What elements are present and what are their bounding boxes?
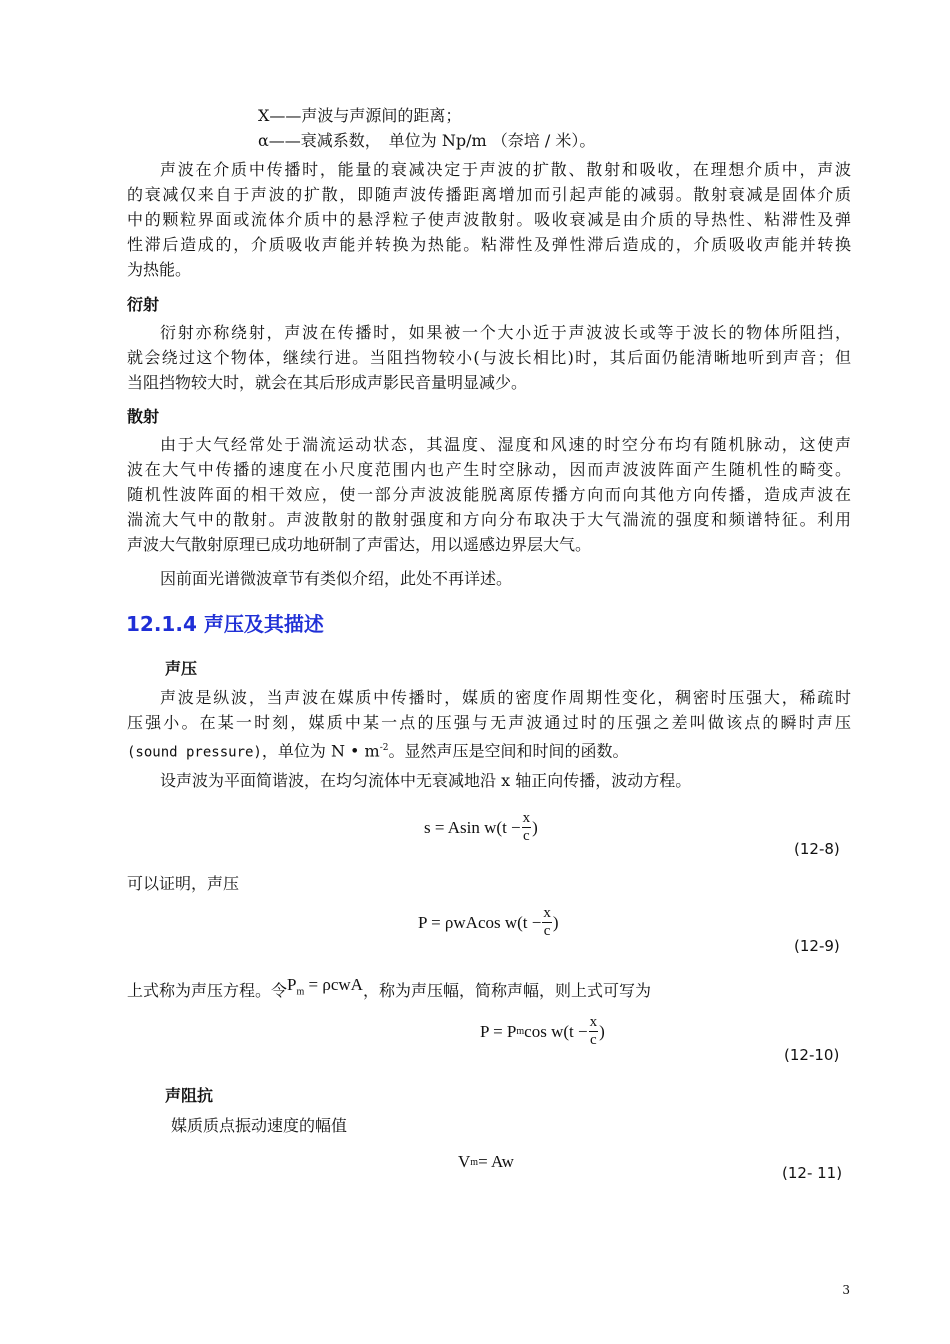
- para1-line: 声波在介质中传播时，能量的衰减决定于声波的扩散、散射和吸收，在理想介质中，声波: [160, 160, 851, 179]
- inline-equation: [287, 975, 363, 998]
- para8-start: 上式称为声压方程。令: [127, 981, 288, 1000]
- para2-line: 衍射亦称绕射，声波在传播时，如果被一个大小近于声波波长或等于波长的物体所阻挡，: [160, 323, 851, 342]
- heading-acoustic-impedance: 声阻抗: [165, 1086, 214, 1105]
- unit-text: ，单位为 N • m: [261, 741, 380, 761]
- eq3-subscript: m: [516, 1026, 525, 1037]
- eq3-numerator: x: [589, 1014, 598, 1030]
- eq1-left: s = Asin w(t −: [424, 817, 521, 837]
- eq1-numerator: x: [522, 810, 531, 826]
- para4-line: 因前面光谱微波章节有类似介绍，此处不再详述。: [160, 569, 513, 588]
- eq1-right: ): [532, 817, 538, 837]
- heading-diffraction: 衍射: [127, 295, 160, 314]
- para9-line: 媒质质点振动速度的幅值: [171, 1116, 348, 1135]
- inline-eq-rest: = ρcwA: [304, 975, 363, 994]
- equation-velocity: [458, 1152, 514, 1172]
- para1-line: 为热能。: [127, 260, 192, 279]
- definition-attenuation: α——衰减系数， 单位为 Np/m （奈培 / 米）。: [258, 131, 596, 150]
- heading-sound-pressure: 声压: [165, 659, 198, 678]
- para1-line: 中的颗粒界面或流体介质中的悬浮粒子使声波散射。吸收衰减是由介质的导热性、粘滞性及弹: [127, 210, 851, 229]
- para5-tail: 。显然声压是空间和时间的函数。: [388, 741, 629, 761]
- para3-line: 声波大气散射原理已成功地研制了声雷达，用以遥感边界层大气。: [127, 535, 592, 554]
- equation-pressure: [418, 905, 559, 940]
- eq2-denominator: c: [543, 923, 551, 939]
- heading-scatter: 散射: [127, 407, 160, 426]
- eq2-numerator: x: [543, 905, 551, 921]
- section-title: 12.1.4 声压及其描述: [126, 612, 324, 636]
- para3-line: 随机性波阵面的相干效应，使一部分声波波能脱离原传播方向而向其他方向传播，造成声波在: [127, 485, 851, 504]
- eq4-subscript: m: [470, 1156, 479, 1168]
- para1-line: 性滞后造成的，介质吸收声能并转换为热能。粘滞性及弹性滞后造成的，介质吸收声能并转换: [127, 235, 851, 254]
- para2-line: 当阻挡物较大时，就会在其后形成声影民音量明显减少。: [127, 373, 528, 392]
- para3-line: 湍流大气中的散射。声波散射的散射强度和方向分布取决于大气湍流的强度和频谱特征。利用: [127, 510, 851, 529]
- para5-line: 声波是纵波，当声波在媒质中传播时，媒质的密度作周期性变化，稠密时压强大，稀疏时: [160, 688, 851, 707]
- para3-line: 波在大气中传播的速度在小尺度范围内也产生时空脉动，因而声波波阵面产生随机性的畸变。: [127, 460, 851, 479]
- equation-number: (12-10): [784, 1046, 840, 1064]
- definition-distance: X——声波与声源间的距离；: [258, 106, 462, 125]
- eq2-fraction: [542, 905, 552, 940]
- para6-line: 设声波为平面简谐波，在均匀流体中无衰减地沿 x 轴正向传播，波动方程。: [160, 771, 692, 790]
- inline-eq-subscript: m: [296, 986, 305, 998]
- eq2-right: ): [552, 912, 559, 932]
- english-term: (sound pressure): [127, 744, 262, 761]
- equation-number: (12- 11): [782, 1164, 843, 1182]
- eq1-fraction: [522, 810, 532, 845]
- eq3-mid: cos w(t −: [524, 1021, 588, 1041]
- eq4-rest: = Aw: [478, 1152, 514, 1171]
- equation-wave: [424, 810, 538, 845]
- para5-line: 压强小。在某一时刻，媒质中某一点的压强与无声波通过时的压强之差叫做该点的瞬时声压: [127, 713, 851, 732]
- para7-line: 可以证明，声压: [127, 874, 240, 893]
- unit-exponent: -2: [379, 743, 389, 753]
- eq3-p: P = P: [480, 1021, 517, 1041]
- inline-eq-symbol: P: [287, 975, 297, 994]
- eq3-denominator: c: [589, 1032, 597, 1048]
- para2-line: 就会绕过这个物体，继续行进。当阻挡物较小(与波长相比)时，其后面仍能清晰地听到声音；但: [127, 348, 851, 367]
- para8-end: ，称为声压幅，简称声幅，则上式可写为: [362, 981, 651, 1000]
- eq1-denominator: c: [523, 828, 530, 844]
- eq3-right: ): [599, 1021, 605, 1041]
- equation-number: (12-8): [794, 840, 840, 858]
- equation-pressure-amplitude: [480, 1014, 605, 1049]
- para8-line: [127, 975, 651, 1010]
- eq3-fraction: [589, 1014, 599, 1049]
- equation-number: (12-9): [794, 937, 840, 955]
- eq4-v: V: [458, 1152, 471, 1171]
- para5-line: [127, 736, 851, 765]
- page-number: 3: [842, 1283, 850, 1297]
- eq2-left: P = ρwAcos w(t −: [418, 912, 542, 932]
- para3-line: 由于大气经常处于湍流运动状态，其温度、湿度和风速的时空分布均有随机脉动，这使声: [160, 435, 851, 454]
- para1-line: 的衰减仅来自于声波的扩散，即随声波传播距离增加而引起声能的减弱。散射衰减是固体介质: [127, 185, 851, 204]
